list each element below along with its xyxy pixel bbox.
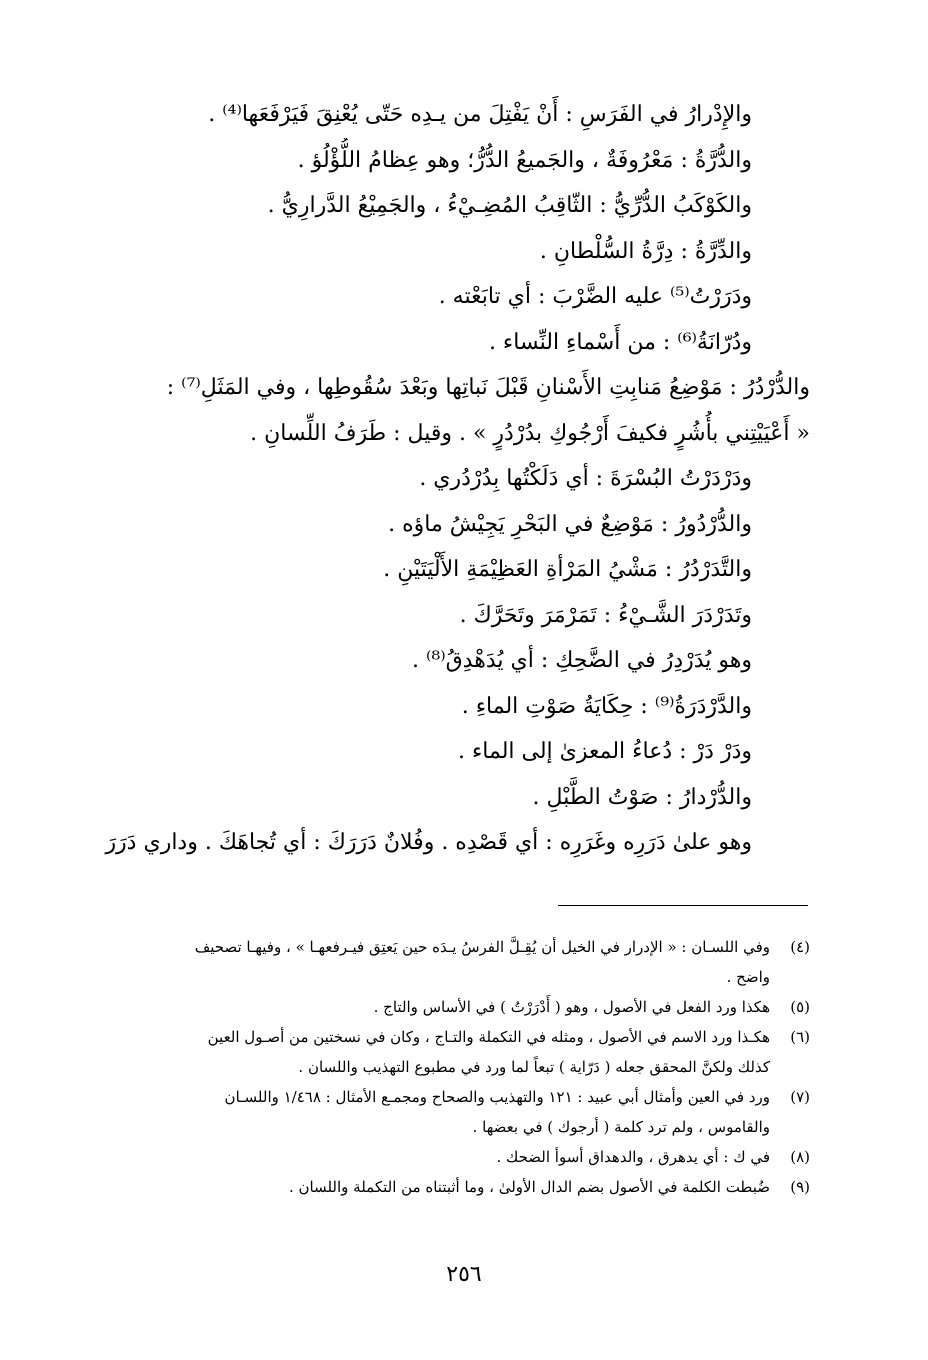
text-line: والدَّرْدَرَةُ⁽⁹⁾ : حِكَايَةُ صَوْتِ الماءِ . (461, 693, 752, 719)
text-line: والدُّرْدارُ : صَوْتُ الطَّبْلِ . (532, 784, 752, 810)
text-line: « أَعْيَيْتِني بأُشُرٍ فكيفَ أَرْجُوكِ بدُرْدُرٍ » . وقيل : طَرَفُ اللِّسانِ . (250, 420, 810, 446)
footnote-text: كذلك ولكنَّ المحقق جعله ( دَرّاية ) تبعاً لما ورد في مطبوع التهذيب واللسان . (298, 1058, 770, 1076)
footnote-number: (٩) (790, 1178, 810, 1196)
footnote (88, 1142, 810, 1172)
text-line: والدُّرَّةُ : مَعْرُوفَةٌ ، والجَميعُ الدُّرُّ؛ وهو عِظامُ اللُّؤْلُؤ . (297, 147, 752, 173)
footnote-text: في ك : أي يدهرق ، والدهداق أسوأ الضحك . (496, 1148, 770, 1166)
text-line: وهو علىٰ دَرَرِه وغَرَرِه : أي قَصْدِه . وفُلانٌ دَرَرَكَ : أي تُجاهَكَ . وداري دَرَرَ (105, 830, 752, 855)
text-line: والدُّرْدُرُ : مَوْضِعُ مَنابِتِ الأَسْنانِ قَبْلَ نَباتِها وبَعْدَ سُقُوطِها ، وفي المَثَلِ⁽⁷⁾ : (166, 375, 810, 400)
text-line: والكَوْكَبُ الدُّرِّيُّ : الثّاقِبُ المُضِـيْءُ ، والجَمِيْعُ الدَّرارِيُّ . (267, 193, 752, 218)
footnote-text: والقاموس ، ولم ترد كلمة ( أرجوك ) في بعضها . (472, 1118, 770, 1136)
text-line: والدُّرْدُورُ : مَوْضِعٌ في البَحْرِ يَجِيْشُ ماؤه . (388, 511, 752, 537)
text-line: ودُرّانَةُ⁽⁶⁾ : من أَسْماءِ النِّساء . (488, 329, 752, 355)
footnotes (88, 932, 810, 1202)
footnote-number: (٧) (790, 1088, 810, 1106)
text-line: ودَرْدَرْتُ البُسْرَةَ : أي دَلَكْتُها بِدُرْدُري . (419, 466, 752, 491)
text-line: والتَّدَرْدُرُ : مَشْيُ المَرْأةِ العَظِيْمَةِ الأَلْيَتَيْنِ . (383, 557, 752, 582)
text-line: ودَرَرْتُ⁽⁵⁾ عليه الضَّرْبَ : أي تابَعْته . (438, 284, 752, 309)
footnote (88, 992, 810, 1022)
text-line: والدِّرَّةُ : دِرَّةُ السُّلْطانِ . (539, 238, 752, 264)
text-line: وتَدَرْدَرَ الشَّـيْءُ : تَمَرْمَرَ وتَحَرَّكَ . (459, 602, 752, 628)
footnote-number: (٨) (790, 1148, 810, 1166)
footnote (88, 932, 810, 992)
main-text (72, 92, 810, 866)
footnote-text: وفي اللسـان : « الإدرار في الخيل أن يُقِـلَّ الفرسُ يـدَه حين يَعتِق فيـرفعهـا » ، وفيهـا تصحيف (194, 938, 770, 956)
footnote-text: هكذا ورد الفعل في الأصول ، وهو ( أَدْرَرْتُ ) في الأساس والتاج . (373, 998, 770, 1016)
footnote-divider (558, 905, 808, 906)
footnote (88, 1022, 810, 1082)
footnote-text: ضُبطت الكلمة في الأصول بضم الدال الأولىٰ ، وما أثبتناه من التكملة واللسان . (288, 1178, 770, 1196)
text-line: وهو يُدَرْدِرُ في الضَّحِكِ : أي يُدَهْدِقُ⁽⁸⁾ . (411, 648, 752, 673)
footnote-text: هكـذا ورد الاسم في الأصول ، ومثله في التكملة والتـاج ، وكان في نسختين من أصـول العين (207, 1028, 770, 1046)
footnote (88, 1172, 810, 1202)
text-line: والإِدْرارُ في الفَرَسِ : أَنْ يَفْتِلَ من يـدِه حَتّى يُعْنِقَ فَيَرْفَعَها⁽⁴⁾ . (208, 102, 752, 127)
page-number: ٢٥٦ (446, 1262, 482, 1287)
footnote (88, 1082, 810, 1142)
footnote-number: (٤) (790, 938, 810, 956)
footnote-number: (٥) (790, 998, 810, 1016)
footnote-text: واضح . (726, 968, 770, 986)
footnote-number: (٦) (790, 1028, 810, 1046)
text-line: ودَرْ دَرْ : دُعاءُ المعزىٰ إلى الماء . (457, 739, 752, 764)
footnote-text: ورد في العين وأمثال أبي عبيد : ١٢١ والتهذيب والصحاح ومجمـع الأمثال : ١/٤٦٨ واللسـان (224, 1088, 770, 1106)
